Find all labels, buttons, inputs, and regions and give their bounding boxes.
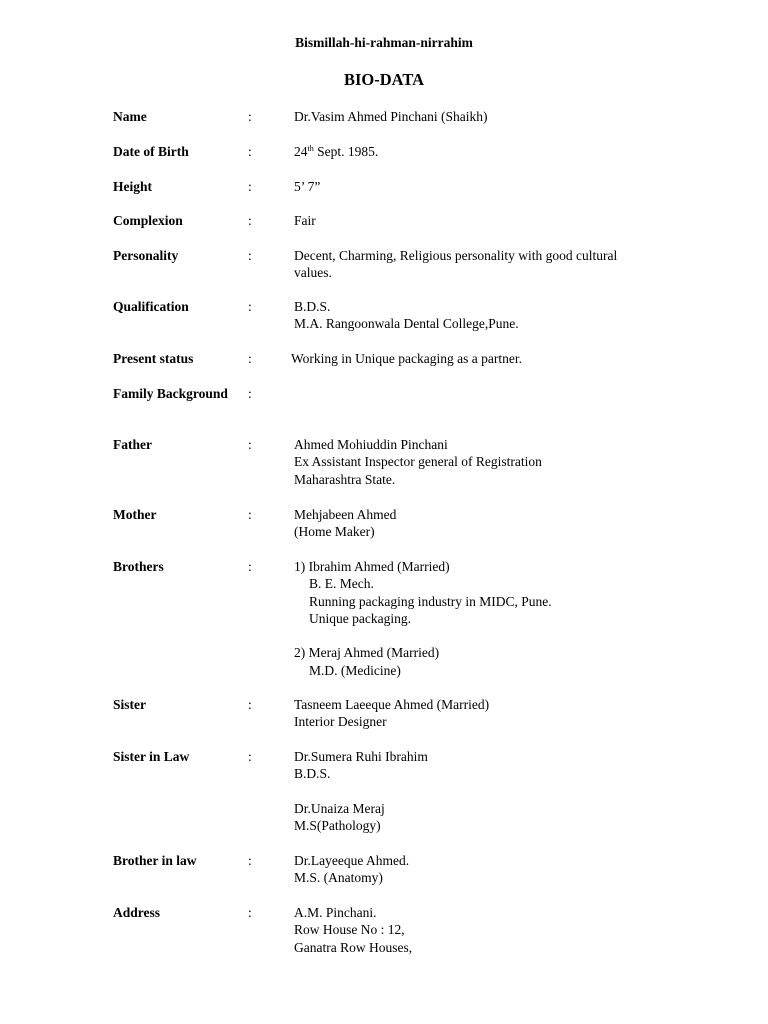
field-value [294, 748, 428, 834]
value-line: B.D.S. [294, 299, 331, 314]
field-separator: : [248, 697, 252, 712]
field-value: Fair [294, 213, 316, 228]
spacer [294, 627, 552, 644]
value-line: Ganatra Row Houses, [294, 939, 413, 955]
value-line: Decent, Charming, Religious personality with good cultural [294, 248, 618, 263]
field-value [294, 852, 409, 887]
field-label: Family Background [113, 386, 228, 401]
field-separator: : [248, 179, 252, 194]
field-separator: : [248, 559, 252, 574]
field-label: Address [113, 905, 161, 920]
dob-day: 24 [294, 144, 308, 159]
field-value: Working in Unique packaging as a partner. [291, 351, 522, 366]
field-separator: : [248, 386, 252, 401]
field-label: Name [113, 109, 147, 124]
field-label: Brothers [113, 559, 164, 574]
value-line: Maharashtra State. [294, 471, 396, 487]
brother-name: 2) Meraj Ahmed (Married) [294, 645, 440, 661]
field-value [294, 696, 489, 731]
field-value [294, 436, 542, 488]
value-line: M.A. Rangoonwala Dental College,Pune. [294, 316, 519, 332]
dob-month-year: Sept. 1985. [313, 144, 379, 159]
field-value [294, 506, 396, 541]
field-separator: : [248, 248, 252, 263]
brother-detail: Running packaging industry in MIDC, Pune. [309, 593, 552, 609]
field-label: Complexion [113, 213, 183, 228]
value-line: Interior Designer [294, 714, 387, 730]
page-title: BIO-DATA [343, 70, 425, 89]
field-label: Qualification [113, 299, 189, 314]
field-label: Brother in law [113, 853, 197, 868]
brother-name: 1) Ibrahim Ahmed (Married) [294, 559, 450, 574]
value-line: Tasneem Laeeque Ahmed (Married) [294, 697, 490, 712]
value-line: (Home Maker) [294, 524, 375, 540]
value-line: Dr.Sumera Ruhi Ibrahim [294, 749, 428, 764]
field-separator: : [248, 507, 252, 522]
value-line: values. [294, 265, 332, 281]
field-separator: : [248, 144, 252, 159]
field-separator: : [248, 213, 252, 228]
field-value [294, 298, 519, 333]
field-label: Father [113, 437, 152, 452]
value-line: M.S(Pathology) [294, 818, 381, 834]
field-label: Present status [113, 351, 194, 366]
field-label: Mother [113, 507, 157, 522]
field-separator: : [248, 351, 252, 366]
field-label: Date of Birth [113, 144, 189, 159]
invocation-heading: Bismillah-hi-rahman-nirrahim [295, 35, 473, 50]
value-line: Dr.Layeeque Ahmed. [294, 853, 410, 868]
field-label: Sister in Law [113, 749, 190, 764]
field-value [294, 247, 617, 282]
field-value [294, 558, 552, 679]
field-value [294, 904, 412, 956]
field-label: Height [113, 179, 152, 194]
brother-detail: M.D. (Medicine) [309, 662, 401, 678]
spacer [294, 783, 428, 800]
field-separator: : [248, 905, 252, 920]
field-label: Personality [113, 248, 179, 263]
value-line: M.S. (Anatomy) [294, 870, 383, 886]
brother-detail: B. E. Mech. [309, 576, 374, 592]
value-line: Row House No : 12, [294, 922, 405, 938]
field-separator: : [248, 749, 252, 764]
field-label: Sister [113, 697, 146, 712]
value-line: Ex Assistant Inspector general of Registration [294, 454, 542, 470]
field-separator: : [248, 109, 252, 124]
field-separator: : [248, 853, 252, 868]
field-separator: : [248, 299, 252, 314]
value-line: Mehjabeen Ahmed [294, 507, 397, 522]
value-line: B.D.S. [294, 766, 331, 782]
field-value [294, 143, 378, 160]
field-separator: : [248, 437, 252, 452]
value-line: A.M. Pinchani. [294, 905, 377, 920]
value-line: Dr.Unaiza Meraj [294, 800, 385, 816]
dob-ordinal-suffix: th [307, 144, 314, 153]
field-value: 5’ 7” [294, 179, 321, 194]
value-line: Ahmed Mohiuddin Pinchani [294, 437, 448, 452]
field-value: Dr.Vasim Ahmed Pinchani (Shaikh) [294, 109, 488, 124]
brother-detail: Unique packaging. [309, 610, 411, 626]
